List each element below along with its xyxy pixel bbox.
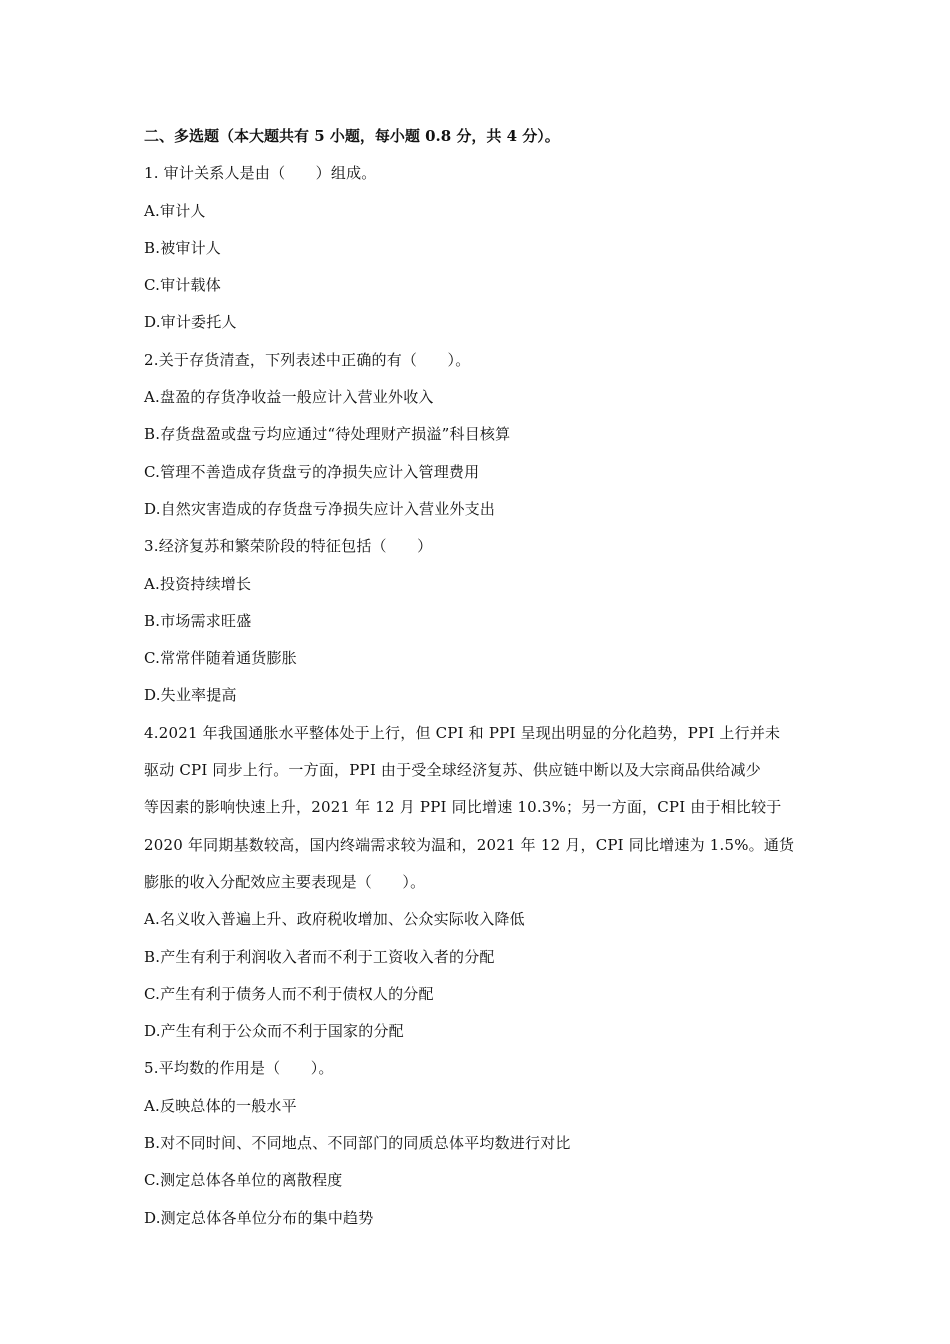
question-stem: 2.关于存货清查，下列表述中正确的有（ ）。 [144,350,471,369]
option-d: D.自然灾害造成的存货盘亏净损失应计入营业外支出 [144,499,496,518]
document-page [144,118,814,1237]
option-a: A.盘盈的存货净收益一般应计入营业外收入 [144,388,434,407]
option-d: D.测定总体各单位分布的集中趋势 [144,1208,374,1227]
option-c: C.管理不善造成存货盘亏的净损失应计入管理费用 [144,462,480,481]
option-d: D.失业率提高 [144,686,237,705]
option-b: B.被审计人 [144,238,221,257]
question-stem: 5.平均数的作用是（ ）。 [144,1059,334,1078]
question-stem-line: 驱动 CPI 同步上行。一方面，PPI 由于受全球经济复苏、供应链中断以及大宗商品供给减少 [144,761,761,780]
question-stem-line: 4.2021 年我国通胀水平整体处于上行，但 CPI 和 PPI 呈现出明显的分化趋势，PPI 上行并未 [144,723,781,742]
option-c: C.测定总体各单位的离散程度 [144,1171,343,1190]
option-c: C.常常伴随着通货膨胀 [144,649,297,668]
option-c: C.产生有利于债务人而不利于债权人的分配 [144,984,434,1003]
question-stem-line: 膨胀的收入分配效应主要表现是（ ）。 [144,872,426,891]
option-a: A.投资持续增长 [144,574,252,593]
option-a: A.名义收入普遍上升、政府税收增加、公众实际收入降低 [144,910,525,929]
option-d: D.产生有利于公众而不利于国家的分配 [144,1022,404,1041]
question-stem-line: 2020 年同期基数较高，国内终端需求较为温和，2021 年 12 月，CPI 同比增速为 1.5%。通货 [144,835,795,854]
option-b: B.市场需求旺盛 [144,611,252,630]
question-stem-line: 等因素的影响快速上升，2021 年 12 月 PPI 同比增速 10.3%；另一方面，CPI 由于相比较于 [144,798,782,817]
option-b: B.产生有利于利润收入者而不利于工资收入者的分配 [144,947,495,966]
question-1 [144,155,814,341]
option-d: D.审计委托人 [144,313,237,332]
question-stem: 3.经济复苏和繁荣阶段的特征包括（ ） [144,537,433,556]
option-b: B.对不同时间、不同地点、不同部门的同质总体平均数进行对比 [144,1134,571,1153]
question-5 [144,1050,814,1236]
question-3 [144,528,814,714]
question-stem: 1. 审计关系人是由（ ）组成。 [144,164,377,183]
option-c: C.审计载体 [144,276,221,295]
question-4 [144,715,814,1051]
question-2 [144,342,814,528]
section-title: 二、多选题（本大题共有 5 小题，每小题 0.8 分，共 4 分）。 [144,127,560,145]
option-b: B.存货盘盈或盘亏均应通过“待处理财产损溢”科目核算 [144,425,511,444]
option-a: A.反映总体的一般水平 [144,1096,297,1115]
option-a: A.审计人 [144,201,206,220]
